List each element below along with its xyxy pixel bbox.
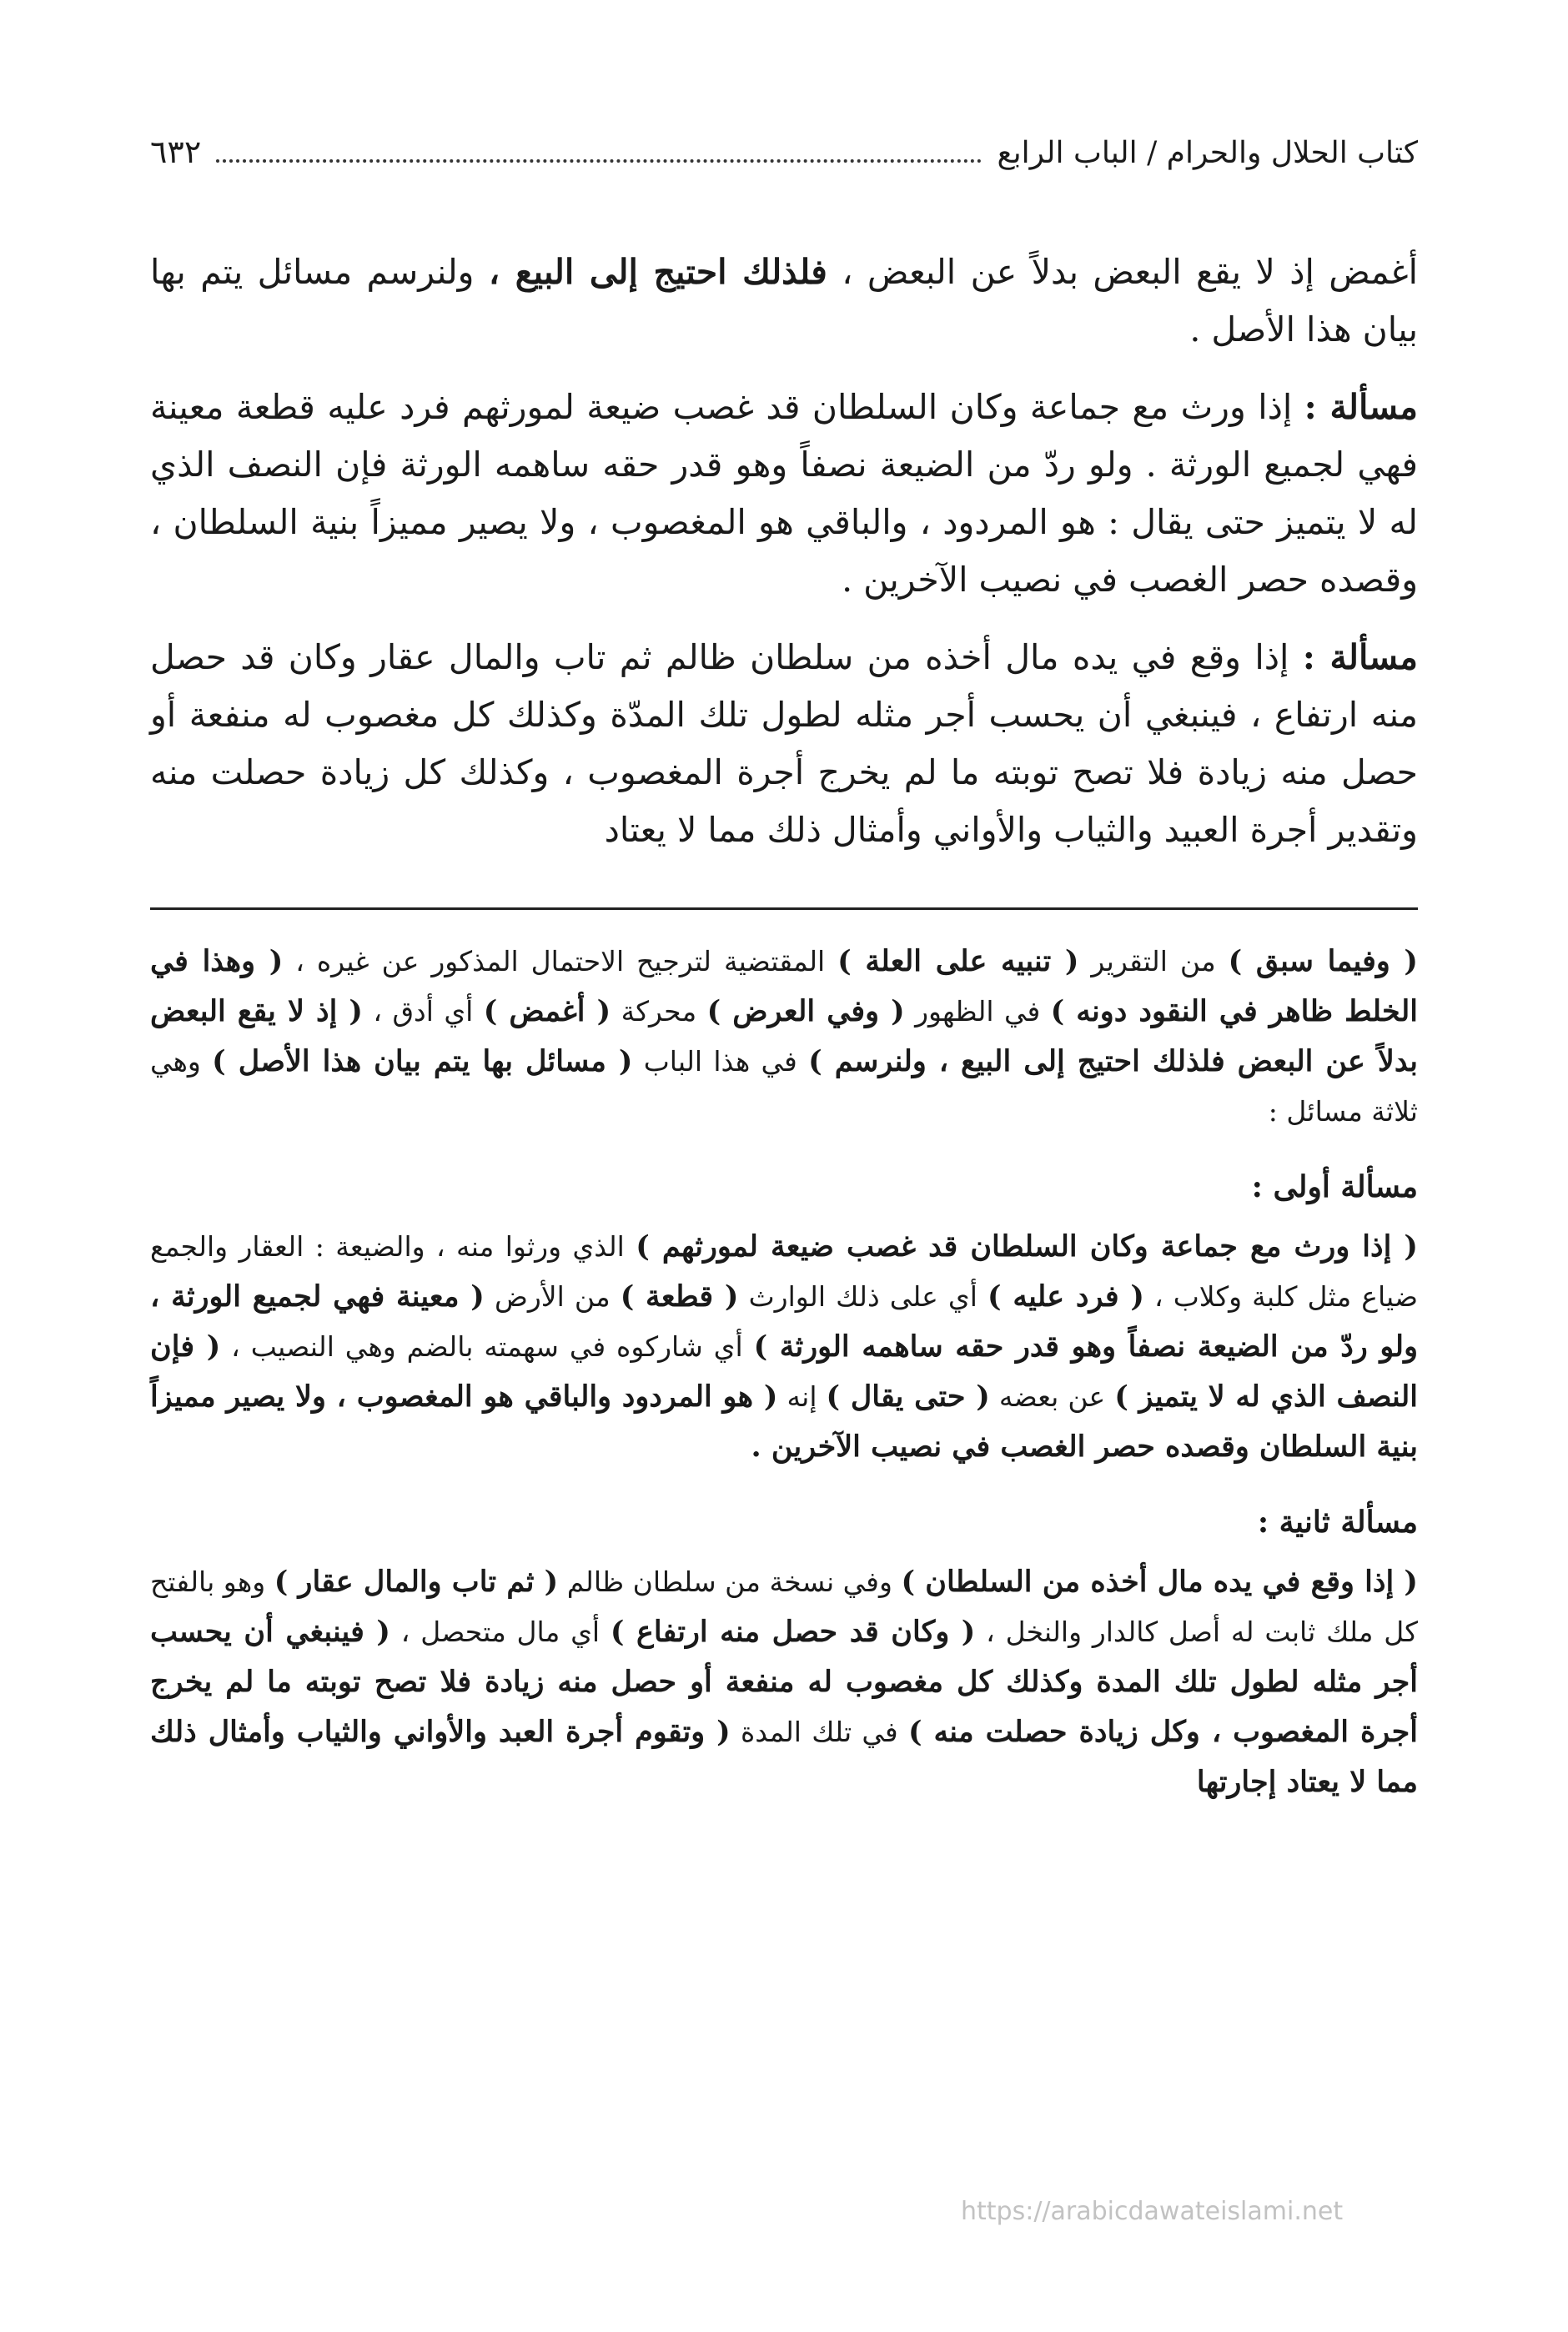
main-paragraph-2 [150, 379, 1418, 609]
commentary-text: من الأرض [484, 1280, 621, 1313]
quoted-text: ( فرد عليه ) [988, 1279, 1144, 1314]
commentary-text: إنه [777, 1380, 827, 1413]
commentary-text: الذي ورثوا منه ، والضيعة : العقار والجمع ضياع مثل كلبة وكلاب ، [150, 1230, 1418, 1313]
text-segment: أغمض إذ لا يقع البعض بدلاً عن البعض ، [827, 252, 1419, 292]
main-paragraph-1 [150, 244, 1418, 359]
commentary-text: وهي ثلاثة مسائل : [150, 1045, 1418, 1128]
quoted-text: ( أغمض ) [483, 994, 611, 1028]
text-segment: إذا ورث مع جماعة وكان السلطان قد غصب ضيعة لمورثهم فرد عليه قطعة معينة فهي لجميع الورثة . ولو ردّ من الضيعة نصفاً وهو قدر حقه ساهمه الورثة فإن النصف الذي له لا يتميز حتى يقال : هو المردود ، والباقي هو المغصوب ، ولا يصير مميزاً بنية السلطان ، وقصده حصر الغصب في نصيب الآخرين . [150, 387, 1418, 600]
quoted-text: ( مسائل بها يتم بيان هذا الأصل ) [212, 1044, 633, 1078]
quoted-text: ( تنبيه على العلة ) [837, 944, 1079, 978]
commentary-paragraph-3 [150, 1557, 1418, 1807]
main-paragraph-3 [150, 629, 1418, 859]
source-watermark: https://arabicdawateislami.net [961, 2197, 1344, 2226]
commentary-text: في الظهور [904, 995, 1051, 1028]
header-leader-dots [216, 136, 982, 163]
commentary-text: أي مال متحصل ، [389, 1616, 611, 1648]
commentary-text: من التقرير [1078, 945, 1229, 978]
commentary-text: أي على ذلك الوارث [738, 1280, 988, 1313]
text-segment: ولنرسم مسائل يتم بها بيان هذا الأصل . [150, 252, 1418, 349]
quoted-text: ( ثم تاب والمال عقار ) [274, 1565, 559, 1599]
commentary-paragraph-1 [150, 937, 1418, 1137]
quoted-text: ( حتى يقال ) [826, 1380, 990, 1414]
commentary-paragraph-2 [150, 1222, 1418, 1472]
commentary-text: في تلك المدة [730, 1716, 908, 1748]
commentary-text: محركة [611, 995, 707, 1028]
commentary-text: أي شاركوه في سهمته بالضم وهي النصيب ، [220, 1330, 754, 1363]
quoted-text: ( إذ لا يقع البعض بدلاً عن البعض فلذلك احتيج إلى البيع ، ولنرسم ) [150, 994, 1418, 1078]
commentary-text: أي أدق ، [363, 995, 484, 1028]
commentary-text: وفي نسخة من سلطان ظالم [558, 1566, 902, 1598]
commentary-text: عن بعضه [989, 1380, 1115, 1413]
quoted-text: ( فينبغي أن يحسب أجر مثله لطول تلك المدة وكذلك كل مغصوب له منفعة أو حصل منه زيادة فلا تصح توبته ما لم يخرج أجرة المغصوب ، وكل زيادة حصلت منه ) [150, 1615, 1419, 1749]
page-number: ٦٣٢ [150, 133, 202, 170]
commentary-text: في هذا الباب [632, 1045, 809, 1078]
quoted-text: ( هو المردود والباقي هو المغصوب ، ولا يصير مميزاً بنية السلطان وقصده حصر الغصب في نصيب الآخرين . [150, 1380, 1418, 1464]
masala-label: مسألة : [1304, 387, 1418, 427]
quoted-text: ( وتقوم أجرة العبد والأواني والثياب وأمثال ذلك مما لا يعتاد إجارتها [150, 1715, 1418, 1799]
commentary-text: المقتضية لترجيح الاحتمال المذكور عن غيره ، [283, 945, 838, 978]
main-text [150, 244, 1418, 859]
section-heading-second-issue: مسألة ثانية : [1257, 1505, 1418, 1540]
quoted-text: ( وفيما سبق ) [1228, 944, 1418, 978]
text-segment-bold: فلذلك احتيج إلى البيع ، [488, 252, 827, 292]
running-header [150, 133, 1418, 192]
quoted-text: ( وكان قد حصل منه ارتفاع ) [610, 1615, 976, 1649]
quoted-text: ( قطعة ) [620, 1279, 739, 1314]
quoted-text: ( معينة فهي لجميع الورثة ، ولو ردّ من الضيعة نصفاً وهو قدر حقه ساهمه الورثة ) [150, 1279, 1418, 1364]
book-title: كتاب الحلال والحرام / الباب الرابع [997, 136, 1418, 170]
book-page [150, 133, 1418, 1807]
commentary [150, 937, 1418, 1807]
quoted-text: ( وفي العرض ) [706, 994, 905, 1028]
quoted-text: ( فإن النصف الذي له لا يتميز ) [150, 1329, 1418, 1414]
quoted-text: ( إذا وقع في يده مال أخذه من السلطان ) [901, 1565, 1418, 1599]
text-segment: إذا وقع في يده مال أخذه من سلطان ظالم ثم تاب والمال عقار وكان قد حصل منه ارتفاع ، فينبغي أن يحسب أجر مثله لطول تلك المدّة وكذلك كل مغصوب له منفعة أو حصل منه زيادة فلا تصح توبته ما لم يخرج أجرة المغصوب ، وكذلك كل زيادة حصلت منه وتقدير أجرة العبيد والثياب والأواني وأمثال ذلك مما لا يعتاد [150, 637, 1418, 850]
quoted-text: ( إذا ورث مع جماعة وكان السلطان قد غصب ضيعة لمورثهم ) [636, 1229, 1418, 1264]
section-heading-first-issue: مسألة أولى : [1251, 1169, 1418, 1204]
footnote-divider [150, 907, 1418, 910]
quoted-text: ( وهذا في الخلط ظاهر في النقود دونه ) [150, 944, 1418, 1028]
commentary-text: وهو بالفتح كل ملك ثابت له أصل كالدار والنخل ، [150, 1566, 1418, 1648]
masala-label: مسألة : [1302, 637, 1418, 677]
